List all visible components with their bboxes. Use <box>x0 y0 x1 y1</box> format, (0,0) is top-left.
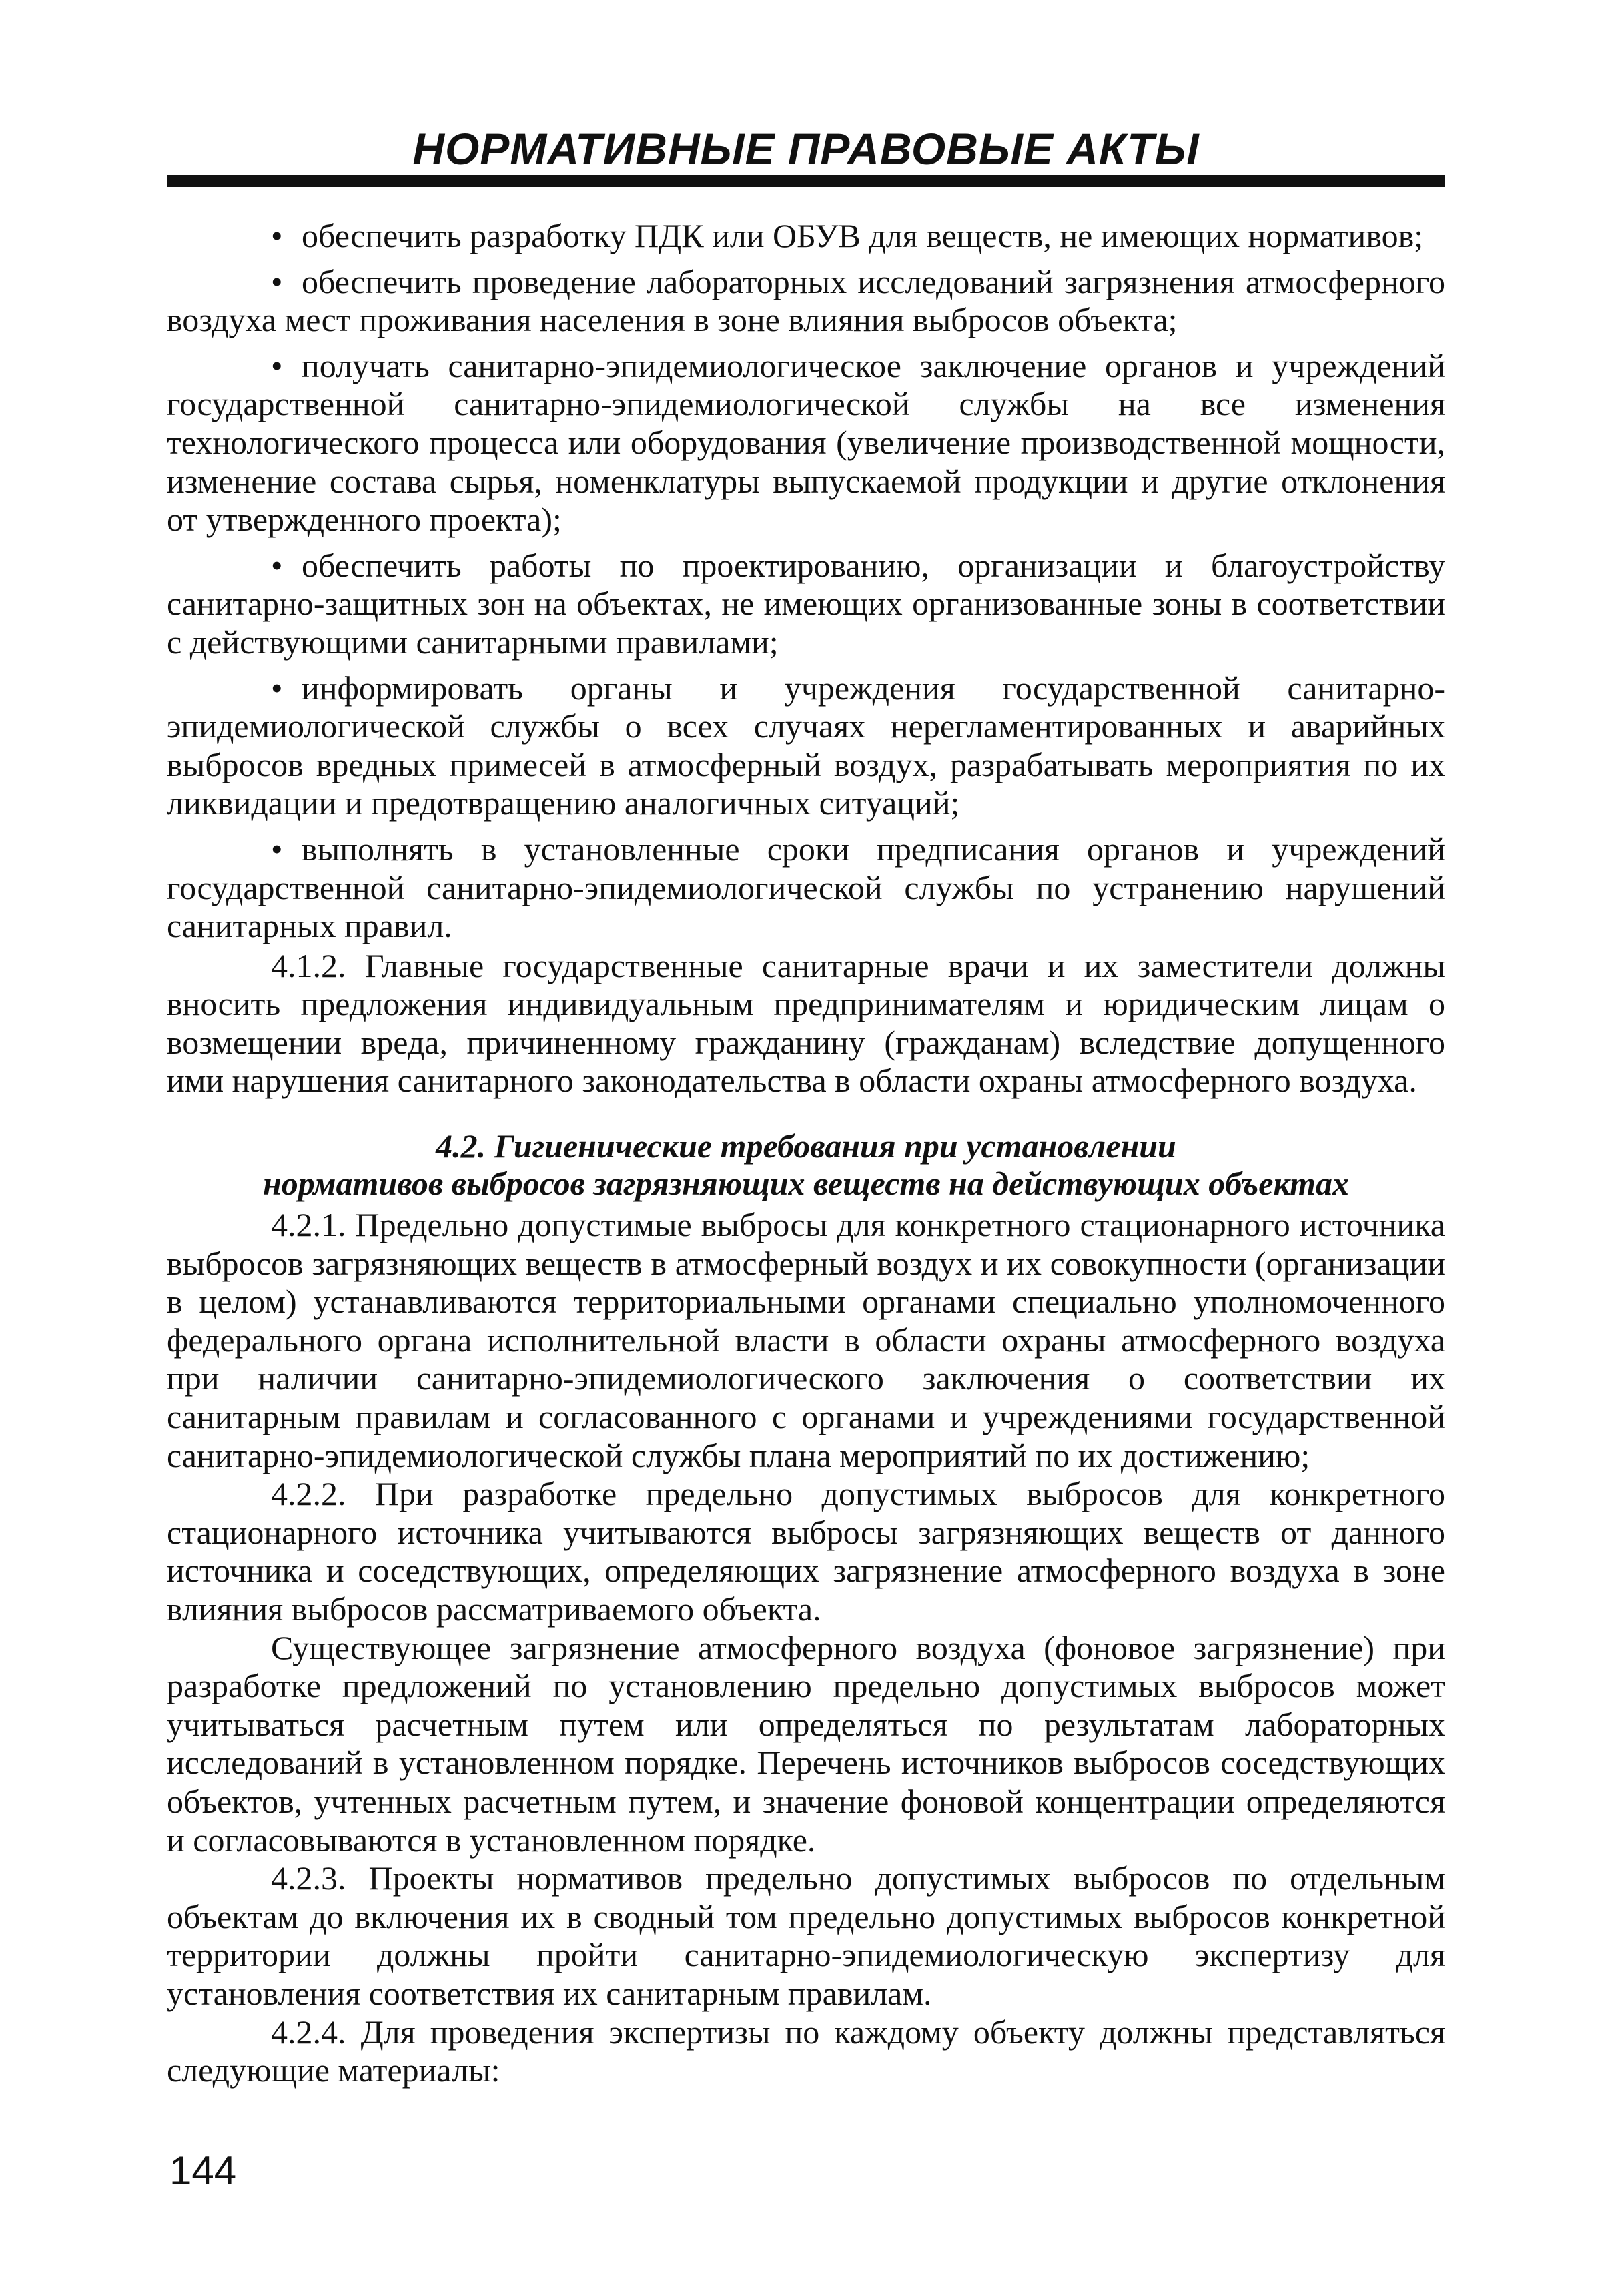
bullet-text: обеспечить разработку ПДК или ОБУВ для веществ, не имеющих нормативов; <box>302 217 1424 254</box>
section-heading-line-2: нормативов выбросов загрязняющих веществ на действующих объектах <box>262 1165 1350 1203</box>
paragraph-background-pollution: Существующее загрязнение атмосферного воздуха (фоновое загрязнение) при разработке предложений по установлению предельно допустимых выбросов может учитываться расчетным путем или определяться по результатам лабораторных исследований в установленном порядке. Перечень источников выбросов соседствующих объектов, учтенных расчетным путем, и значение фоновой концентрации определяются и согласовываются в установленном порядке. <box>167 1628 1445 1859</box>
paragraph-4-2-4: 4.2.4. Для проведения экспертизы по каждому объекту должны представляться следующие материалы: <box>167 2013 1445 2089</box>
page-number: 144 <box>169 2148 237 2193</box>
paragraph-4-2-2: 4.2.2. При разработке предельно допустимых выбросов для конкретного стационарного источника учитываются выбросы загрязняющих веществ от данного источника и соседствующих, определяющих загрязнение атмосферного воздуха в зоне влияния выбросов рассматриваемого объекта. <box>167 1475 1445 1628</box>
bullet-icon: • <box>271 217 283 254</box>
bullet-item <box>167 547 1445 662</box>
section-heading-line-1: 4.2. Гигиенические требования при установлении <box>436 1127 1176 1165</box>
bullet-item <box>167 347 1445 539</box>
bullet-icon: • <box>271 546 283 584</box>
header-rule <box>167 175 1445 187</box>
bullet-text: получать санитарно-эпидемиологическое заключение органов и учреждений государственной санитарно-эпидемиологической службы на все изменения технологического процесса или оборудования (увеличение производственной мощности, изменение состава сырья, номенклатуры выпускаемой продукции и другие отклонения от утвержденного проекта); <box>167 346 1445 539</box>
bullet-item <box>167 263 1445 340</box>
paragraph-4-2-1: 4.2.1. Предельно допустимые выбросы для конкретного стационарного источника выбросов загрязняющих веществ в атмосферный воздух и их совокупности (организации в целом) устанавливаются территориальными органами специально уполномоченного федерального органа исполнительной власти в области охраны атмосферного воздуха при наличии санитарно-эпидемиологического заключения о соответствии их санитарным правилам и согласованного с органами и учреждениями государственной санитарно-эпидемиологической службы плана мероприятий по их достижению; <box>167 1206 1445 1474</box>
paragraph-4-2-3: 4.2.3. Проекты нормативов предельно допустимых выбросов по отдельным объектам до включения их в сводный том предельно допустимых выбросов конкретной территории должны пройти санитарно-эпидемиологическую экспертизу для установления соответствия их санитарным правилам. <box>167 1859 1445 2012</box>
bullet-item <box>167 217 1445 256</box>
bullet-text: обеспечить проведение лабораторных исследований загрязнения атмосферного воздуха мест проживания населения в зоне влияния выбросов объекта; <box>167 262 1445 339</box>
page-header-title: НОРМАТИВНЫЕ ПРАВОВЫЕ АКТЫ <box>412 124 1200 174</box>
paragraph-4-1-2: 4.1.2. Главные государственные санитарные врачи и их заместители должны вносить предложения индивидуальным предпринимателям и юридическим лицам о возмещении вреда, причиненному гражданину (гражданам) вследствие допущенного ими нарушения санитарного законодательства в области охраны атмосферного воздуха. <box>167 946 1445 1100</box>
bullet-icon: • <box>271 346 283 384</box>
bullet-item <box>167 830 1445 946</box>
bullet-icon: • <box>271 262 283 300</box>
section-heading-4-2 <box>167 1127 1445 1202</box>
bullet-text: выполнять в установленные сроки предписания органов и учреждений государственной санитарно-эпидемиологической службы по устранению нарушений санитарных правил. <box>167 830 1445 945</box>
bullet-text: информировать органы и учреждения государственной санитарно-эпидемиологической службы о всех случаях нерегламентированных и аварийных выбросов вредных примесей в атмосферный воздух, разрабатывать мероприятия по их ликвидации и предотвращению аналогичных ситуаций; <box>167 669 1445 822</box>
bullet-item <box>167 669 1445 823</box>
bullet-icon: • <box>271 830 283 868</box>
page-body <box>167 217 1445 2090</box>
bullet-icon: • <box>271 669 283 707</box>
bullet-text: обеспечить работы по проектированию, организации и благоустройству санитарно-защитных зон на объектах, не имеющих организованные зоны в соответствии с действующими санитарными правилами; <box>167 546 1445 661</box>
